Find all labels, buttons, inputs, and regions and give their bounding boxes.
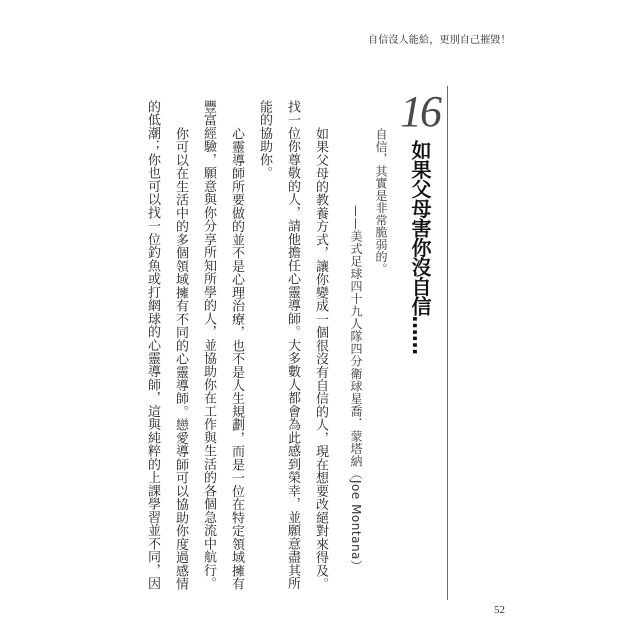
chapter-title: 如果父母害你沒自信……: [408, 140, 432, 355]
body-column-2: 找一位你尊敬的人，請他擔任心靈導師。大多數人都會為此感到榮幸，並願意盡其所: [285, 100, 300, 590]
epigraph-attribution: ——美式足球四十九人隊四分衛球星喬．蒙塔納（Joe Montana）: [349, 205, 363, 573]
body-column-7: 的低潮；你也可以找一位釣魚或打網球的心靈導師，這與純粹的上課學習並不同，因: [145, 100, 160, 590]
epigraph-quote: 自信，其實是非常脆弱的。: [374, 128, 388, 275]
running-header: 自信沒人能給，更別自己摧毀！: [368, 35, 511, 46]
body-column-1: 如果父母的教養方式，讓你變成一個很沒有自信的人，現在想要改絕對來得及。: [313, 126, 328, 590]
chapter-rule: [447, 86, 448, 600]
body-column-3: 能的協助你。: [257, 100, 272, 180]
chapter-number: 16: [400, 87, 440, 136]
body-column-5: 豐富經驗，願意與你分享所知所學的人，並協助你在工作與生活的各個急流中航行。: [201, 100, 216, 590]
page-number: 52: [494, 604, 505, 616]
body-column-4: 心靈導師所要做的並不是心理治療，也不是人生規劃，而是一位在特定領域擁有: [229, 126, 244, 590]
body-column-6: 你可以在生活中的多個領域擁有不同的心靈導師。戀愛導師可以協助你度過感情: [173, 126, 188, 590]
